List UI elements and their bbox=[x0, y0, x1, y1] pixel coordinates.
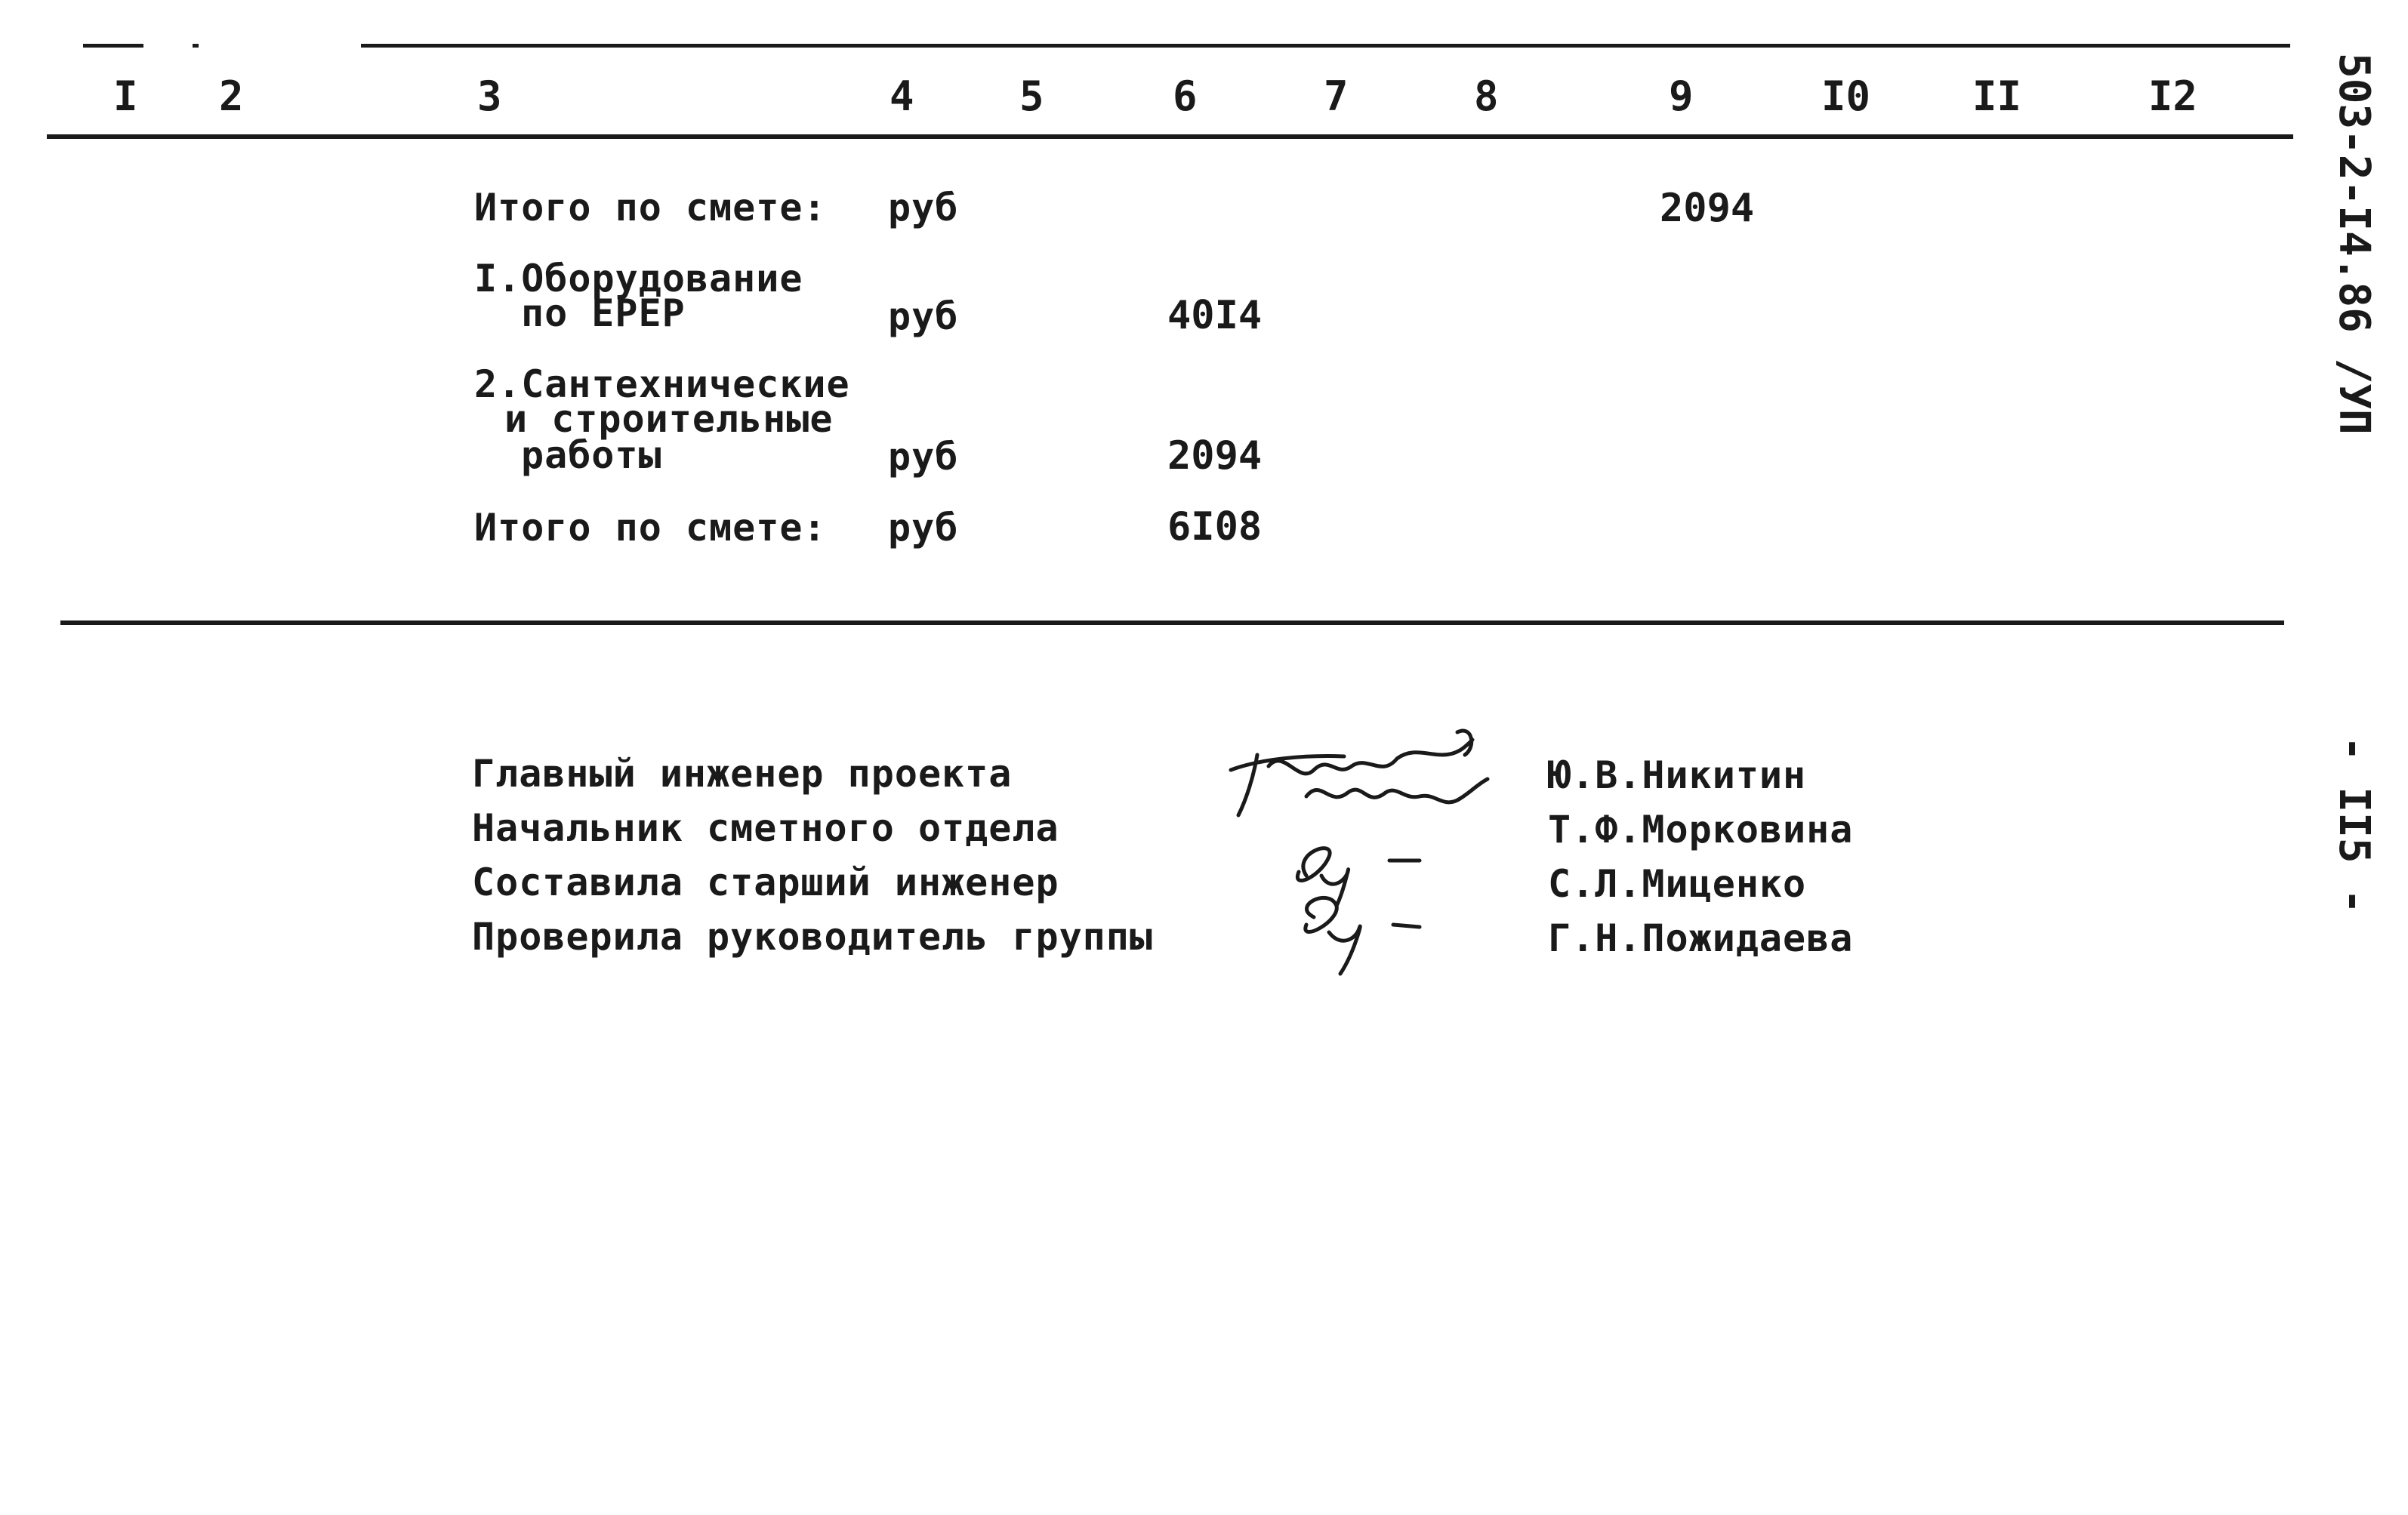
table-bottom-rule bbox=[60, 620, 2284, 625]
top-mark-2 bbox=[193, 44, 199, 48]
col-header-5: 5 bbox=[1019, 72, 1044, 120]
col-header-9: 9 bbox=[1669, 72, 1694, 120]
col-header-12: I2 bbox=[2148, 72, 2198, 120]
col-header-4: 4 bbox=[890, 72, 914, 120]
row-1-col9: 2094 bbox=[1660, 186, 1755, 231]
row-2-col6: 40I4 bbox=[1167, 293, 1263, 338]
sign-title-2: Начальник сметного отдела bbox=[472, 806, 1059, 850]
col-header-8: 8 bbox=[1474, 72, 1499, 120]
sign-title-1: Главный инженер проекта bbox=[472, 752, 1013, 796]
sign-person-1: Ю.В.Никитин bbox=[1548, 753, 1807, 797]
handwritten-signatures bbox=[1216, 725, 1533, 1004]
sign-person-3: С.Л.Миценко bbox=[1548, 862, 1807, 906]
sign-person-2: Т.Ф.Морковина bbox=[1548, 808, 1854, 851]
top-rule bbox=[361, 44, 2290, 48]
row-1-name: Итого по смете: bbox=[474, 186, 827, 229]
col-header-10: I0 bbox=[1821, 72, 1871, 120]
document-code: 503-2-I4.86 /УП bbox=[2329, 53, 2379, 435]
row-4-col6: 6I08 bbox=[1167, 504, 1263, 550]
sign-title-3: Составила старший инженер bbox=[472, 861, 1059, 904]
row-4-unit: руб bbox=[888, 506, 959, 550]
row-2-name-line2: по ЕРЕР bbox=[521, 291, 686, 335]
sign-title-4: Проверила руководитель группы bbox=[472, 915, 1153, 959]
top-mark-1 bbox=[83, 44, 143, 48]
row-2-unit: руб bbox=[888, 294, 959, 338]
row-3-col6: 2094 bbox=[1167, 433, 1263, 479]
row-4-name: Итого по смете: bbox=[474, 506, 827, 550]
sign-person-4: Г.Н.Пожидаева bbox=[1548, 916, 1854, 960]
col-header-11: II bbox=[1972, 72, 2022, 120]
col-header-2: 2 bbox=[219, 72, 244, 120]
row-3-name-line1: 2.Сантехнические bbox=[474, 362, 850, 406]
col-header-3: 3 bbox=[477, 72, 502, 120]
row-1-unit: руб bbox=[888, 186, 959, 229]
col-header-7: 7 bbox=[1324, 72, 1349, 120]
row-3-name-line3: работы bbox=[521, 433, 662, 477]
row-3-name-line2: и строительные bbox=[504, 397, 834, 441]
row-3-unit: руб bbox=[888, 435, 959, 479]
col-header-6: 6 bbox=[1173, 72, 1198, 120]
page-number: - II5 - bbox=[2329, 736, 2379, 915]
col-header-1: I bbox=[113, 72, 138, 120]
row-2-name-line1: I.Оборудование bbox=[474, 257, 803, 300]
header-rule bbox=[47, 134, 2293, 139]
